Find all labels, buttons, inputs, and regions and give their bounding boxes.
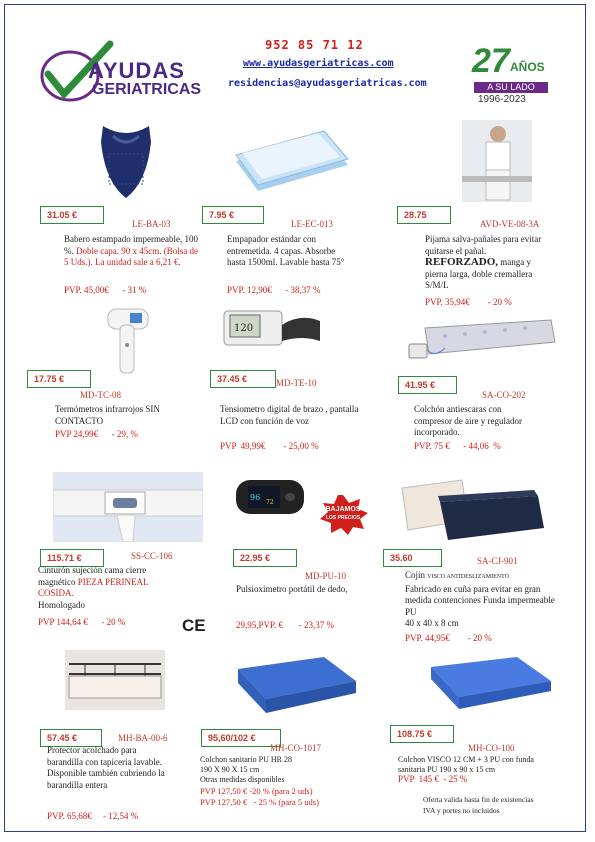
pvp-bed-rail: PVP. 65,68€ - 12,54 % — [47, 811, 139, 821]
anniversary-years: 1996-2023 — [478, 94, 526, 105]
pvp-tensiometer: PVP 49,99€ - 25,00 % — [220, 441, 319, 451]
price-tag-visco-mattress: 108.75 € — [390, 725, 454, 743]
price-tag-bib: 31.05 € — [40, 206, 104, 224]
cushion-image — [398, 474, 548, 544]
price-tag-underpad: 7.95 € — [202, 206, 264, 224]
belt-desc-red: PIEZA PERINEAL COSIDA. — [38, 576, 149, 598]
svg-text:96: 96 — [250, 493, 261, 502]
bib-desc-1: Babero estampado impermeable, 100 %. — [64, 234, 198, 256]
thermometer-image — [102, 305, 152, 377]
air-mattress-image — [405, 318, 557, 364]
pvp-thermometer: PVP 24,99€ - 29, % — [55, 429, 138, 439]
product-description-air-mattress: Colchón antiescaras con compresor de aire y regulador incorporado. — [414, 404, 522, 437]
company-logo — [40, 38, 202, 108]
email-link[interactable]: residencias@ayudasgeriatricas.com — [228, 78, 427, 89]
website-link[interactable]: www.ayudasgeriatricas.com — [243, 58, 394, 69]
pvp-bib: PVP. 45,00€ - 31 % — [64, 285, 147, 295]
product-code-underpad: LE-EC-013 — [291, 219, 333, 229]
product-code-thermometer: MD-TC-08 — [80, 390, 121, 400]
price-tag-belt: 115.71 € — [40, 549, 104, 567]
pvp-foam-mattress-1: PVP 127,50 € -20 % (para 2 uds) — [200, 786, 313, 796]
logo-word-geriatricas: GERIATRICAS — [92, 81, 202, 98]
tensiometer-image — [222, 305, 322, 349]
price-tag-tensiometer: 37.45 € — [210, 370, 276, 388]
product-code-oximeter: MD-PU-10 — [305, 571, 347, 581]
price-drop-badge — [318, 495, 368, 535]
price-tag-thermometer: 17.75 € — [27, 370, 91, 388]
product-description-tensiometer: Tensiometro digital de brazo , pantalla LCD con función de voz — [220, 404, 359, 426]
badge-line-2: LOS PRECIOS — [325, 515, 361, 521]
foam-mattress-image — [230, 655, 360, 717]
bib-image — [85, 122, 167, 200]
anniversary-number: 27 — [472, 42, 510, 80]
product-description-underpad: Empapador estándar con entremetida. 4 capas. Absorbe hasta 1500ml. Lavable hasta 75° — [227, 234, 345, 267]
underpad-image — [232, 125, 350, 203]
product-code-belt: SS-CC-106 — [131, 551, 173, 561]
product-code-visco-mattress: MH-CO-100 — [468, 743, 515, 753]
product-description-oximeter: Pulsioximetro portátil de dedo, — [236, 584, 348, 594]
bib-desc-2: 90 x 45cm. (Bolsa de 5 Uds.). La unidad sale a 6,21 €. — [64, 245, 198, 267]
bed-rail-image — [65, 650, 165, 710]
product-description-bib — [64, 234, 202, 269]
foam-desc-3: Otras medidas disponibles — [200, 775, 285, 784]
restraint-belt-image — [53, 472, 203, 542]
pvp-pajama: PVP. 35,94€ - 20 % — [425, 297, 512, 307]
bib-desc-red: Doble capa. — [76, 245, 119, 256]
product-code-pajama: AVD-VE-08-3A — [480, 219, 540, 229]
pvp-belt: PVP 144,64 € - 20 % — [38, 617, 126, 627]
foam-desc-2: 190 X 90 X 15 cm — [200, 765, 260, 774]
pvp-cushion: PVP. 44,95€ - 20 % — [405, 633, 492, 643]
product-description-foam-mattress — [200, 755, 360, 785]
price-tag-bed-rail: 57.45 € — [40, 729, 102, 747]
price-tag-foam-mattress: 95,60/102 € — [201, 729, 281, 747]
phone-number[interactable]: 952 85 71 12 — [265, 38, 364, 52]
pvp-air-mattress: PVP. 75 € - 44,06 % — [414, 441, 501, 451]
pvp-oximeter: 29,95,PVP. € - 23,37 % — [236, 620, 335, 630]
pajama-desc-2: manga y pierna larga, doble cremallera S/M/L — [425, 257, 533, 290]
price-tag-pajama: 28.75 — [397, 206, 451, 224]
product-code-cushion: SA-CJ-901 — [477, 556, 518, 566]
product-description-pajama — [425, 234, 553, 292]
anniversary-word: AÑOS — [510, 60, 545, 74]
pvp-underpad: PVP. 12,90€ - 38,37 % — [227, 285, 321, 295]
svg-text:120: 120 — [234, 323, 254, 334]
anniversary-badge — [472, 42, 552, 105]
anniversary-subtitle: A SU LADO — [474, 82, 548, 93]
cushion-desc-2: Fabricado en cuña para evitar en gran medida contenciones Funda impermeable PU — [405, 583, 555, 617]
product-code-bed-rail: MH-BA-00-6 — [118, 733, 168, 743]
product-code-foam-mattress: MH-CO-1017 — [270, 743, 321, 753]
price-tag-cushion: 35.60 — [383, 549, 442, 567]
foam-desc-1: Colchon sanitario PU HR 28 — [200, 755, 292, 764]
cushion-desc-1: Cojín — [405, 570, 426, 580]
product-description-belt — [38, 565, 173, 611]
tax-note: IVA y portes no incluidos — [423, 806, 500, 815]
offer-note: Oferta valida hasta fin de existencias — [423, 795, 534, 804]
pvp-visco-mattress: PVP 145 € - 25 % — [398, 774, 468, 784]
cushion-desc-3: 40 x 40 x 8 cm — [405, 618, 459, 628]
price-tag-air-mattress: 41.95 € — [398, 376, 457, 394]
visco-mattress-image — [425, 655, 555, 715]
product-description-visco-mattress: Colchon VISCO 12 CM + 3 PU con funda sanitaria PU 190 x 90 x 15 cm — [398, 755, 534, 774]
cushion-desc-small: VISCO ANTIDESLIZAMIENTO — [427, 574, 509, 580]
belt-desc-1: Cinturón sujeción cama cierre magnético — [38, 565, 147, 587]
product-description-thermometer: Termómetros infrarrojos SIN CONTACTO — [55, 404, 160, 426]
product-description-bed-rail: Protector acolchado para barandilla con tapicería lavable. Disponible también cubriendo la barandilla entera — [47, 745, 165, 790]
belt-desc-2: Homologado — [38, 599, 85, 610]
pajama-desc-bold: REFORZADO, — [425, 256, 499, 268]
pajama-desc-1: Pijama salva-pañales para evitar quitarse el pañal. — [425, 234, 542, 256]
price-tag-oximeter: 22.95 € — [233, 549, 297, 567]
product-code-bib: LE-BA-03 — [132, 219, 171, 229]
ce-mark: CE — [182, 616, 206, 635]
logo-word-ayudas: AYUDAS — [88, 58, 185, 83]
oximeter-image — [230, 470, 310, 528]
product-code-tensiometer: MD-TE-10 — [276, 378, 317, 388]
pajama-image — [462, 120, 532, 202]
product-description-cushion — [405, 570, 555, 630]
product-code-air-mattress: SA-CO-202 — [482, 390, 526, 400]
pvp-foam-mattress-2: PVP 127,50 € - 25 % (para 5 uds) — [200, 797, 319, 807]
badge-line-1: BAJAMOS — [325, 506, 361, 513]
svg-text:72: 72 — [266, 499, 274, 506]
